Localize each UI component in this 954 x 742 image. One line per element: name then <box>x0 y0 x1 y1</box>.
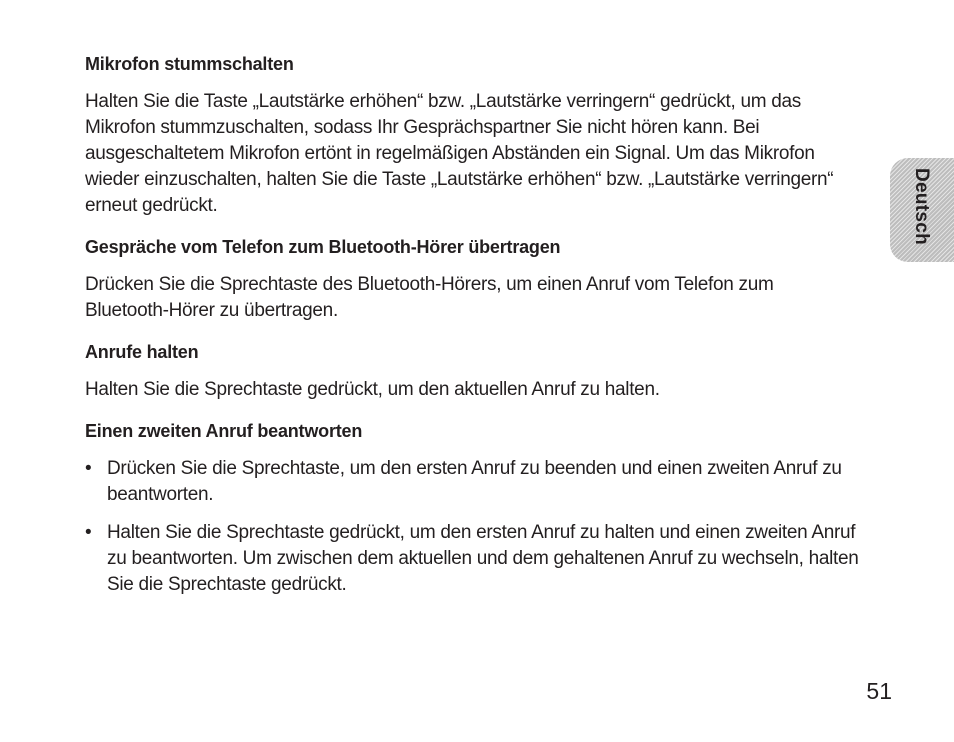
section-paragraph: Halten Sie die Taste „Lautstärke erhöhen“ bzw. „Lautstärke verringern“ gedrückt, um das Mikrofon stummzuschalten, sodass Ihr Gesprächspartner Sie nicht hören kann. Bei ausgeschaltetem Mikrofon ertönt in regelmäßigen Abständen ein Signal. Um das Mikrofon wieder einzuschalten, halten Sie die Taste „Lautstärke erhöhen“ bzw. „Lautstärke verringern“ erneut gedrückt. <box>85 91 834 216</box>
section-paragraph: Halten Sie die Sprechtaste gedrückt, um den aktuellen Anruf zu halten. <box>85 379 660 400</box>
section-zweiten-anruf <box>85 419 860 598</box>
section-paragraph: Drücken Sie die Sprechtaste des Bluetooth-Hörers, um einen Anruf vom Telefon zum Bluetooth-Hörer zu übertragen. <box>85 274 774 321</box>
section-gespraeche-uebertragen <box>85 235 860 324</box>
section-heading: Gespräche vom Telefon zum Bluetooth-Hörer übertragen <box>85 237 561 257</box>
bullet-item <box>85 456 860 508</box>
section-heading: Einen zweiten Anruf beantworten <box>85 421 363 441</box>
bullet-text: Drücken Sie die Sprechtaste, um den ersten Anruf zu beenden und einen zweiten Anruf zu beantworten. <box>107 458 842 505</box>
bullet-item <box>85 520 860 598</box>
language-side-tab <box>890 158 954 262</box>
bullet-text: Halten Sie die Sprechtaste gedrückt, um den ersten Anruf zu halten und einen zweiten Anruf zu beantworten. Um zwischen dem aktuellen und dem gehaltenen Anruf zu wechseln, halten Sie die Sprechtaste gedrückt. <box>107 522 859 595</box>
bullet-icon: • <box>85 458 92 479</box>
section-mikrofon-stummschalten <box>85 52 860 219</box>
section-heading: Anrufe halten <box>85 342 199 362</box>
section-anrufe-halten <box>85 340 860 403</box>
language-tab-label: Deutsch <box>911 168 932 246</box>
bullet-icon: • <box>85 522 92 543</box>
bullet-list <box>85 456 860 598</box>
section-heading: Mikrofon stummschalten <box>85 54 294 74</box>
page-content <box>85 52 860 610</box>
page-number: 51 <box>866 678 892 704</box>
